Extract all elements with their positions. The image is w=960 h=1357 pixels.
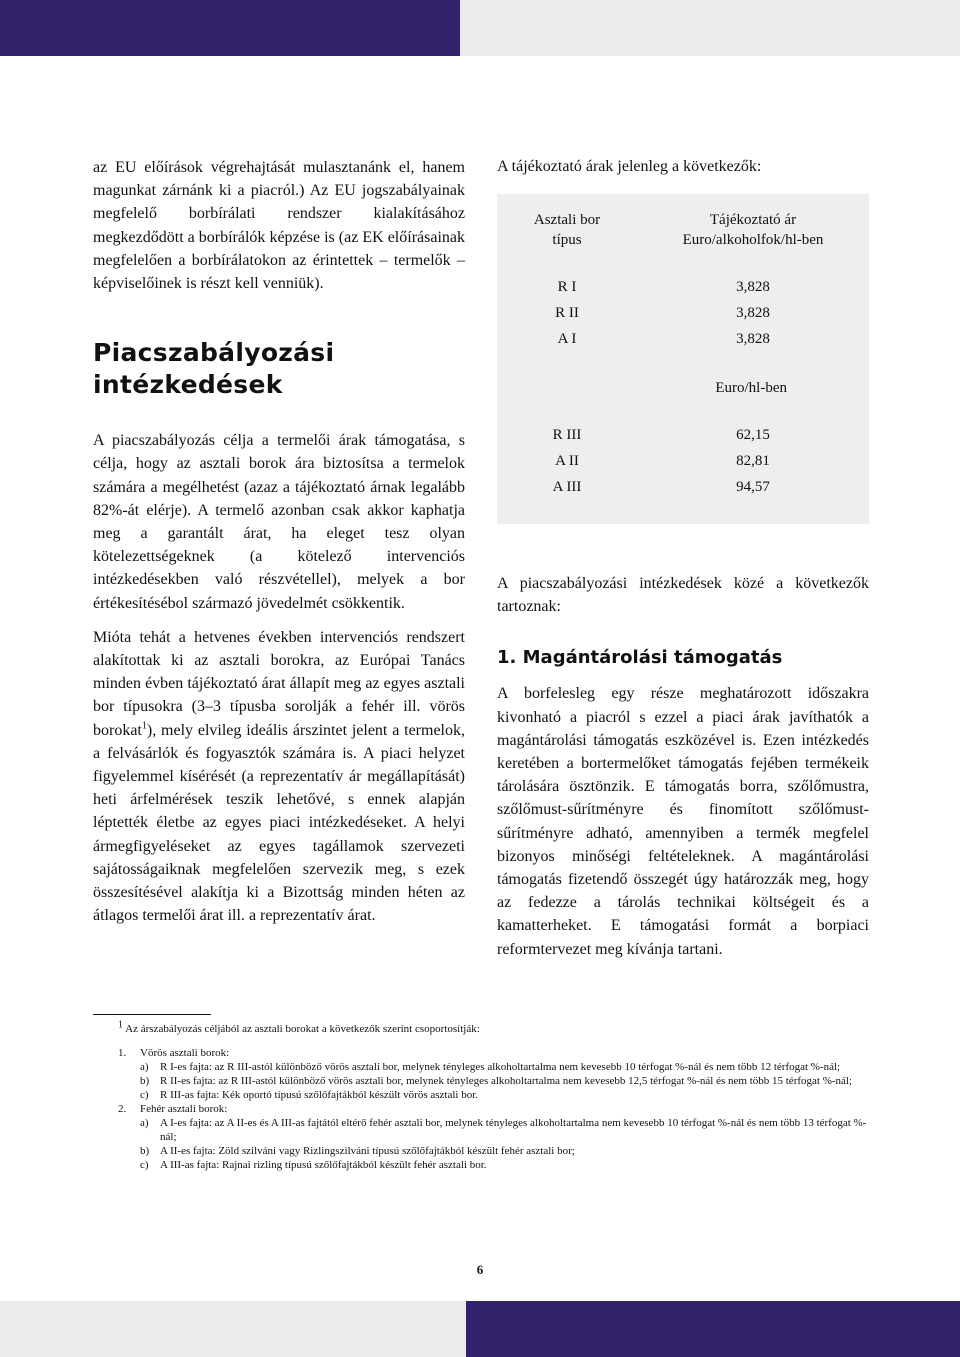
item-letter: b) (140, 1145, 150, 1157)
cell-price: 82,81 (736, 453, 770, 469)
cell-price: 3,828 (736, 279, 770, 295)
footnote-item (140, 1144, 870, 1158)
paragraph-intro: az EU előírások végrehajtását mulasztanánk el, hanem magunkat zárnánk ki a piacról.) Az EU jogszabályainak megfelelő borbírálati rendszer kialakításához megkezdődött a borbírálók képzése is (az EK előírásainak megfelelően a borbírálatokon az érintettek – termelők –képviselőinek is részt kell venniük). (93, 159, 465, 293)
table-row (497, 274, 869, 300)
item-text: R II-es fajta: az R III-astól különböző vörös asztali bor, melynek tényleges alkoholtartalma nem kevesebb 12,5 térfogat %-nál és nem több 15 térfogat %-nál; (160, 1075, 853, 1087)
paragraph-text-part: ), mely elvileg ideális árszintet jelent a termelok, a felvásárlók és fogyasztók számára is. A piaci helyzet figyelemmel kísérését (a reprezentatív ár megállapítását) heti árfelmérések teszik lehetővé, s ennek alapján léptették életbe az egyes piaci intézkedéseket. A helyi ármegfigyeléseket az egyes tagállamok szervezeti sajátosságaiknak megfelelően szervezik meg, s ezek összesítésével alakítja ki a Bizottság minden héten az átlagos termelői árat ill. a reprezentatív árat. (93, 721, 465, 925)
item-letter: a) (140, 1117, 149, 1129)
footer-band (0, 1301, 960, 1357)
page-number: 6 (476, 1262, 484, 1277)
item-text: R I-es fajta: az R III-astól különböző vörös asztali bor, melynek tényleges alkoholtartalma nem kevesebb 10 térfogat %-nál és nem több 12 térfogat %-nál; (160, 1061, 841, 1073)
footnote-item (140, 1060, 870, 1074)
table-row (497, 326, 869, 352)
item-text: R III-as fajta: Kék oportó típusú szőlőfajtákból készült vörös asztali bor. (160, 1089, 479, 1101)
group-number: 1. (118, 1047, 127, 1059)
item-text: A II-es fajta: Zöld szilváni vagy Rizlingszilváni típusú szőlőfajtákból készült fehér asztali bor; (160, 1145, 575, 1157)
header-line: Tájékoztató ár (709, 212, 797, 228)
group-title: Vörös asztali borok: (140, 1047, 230, 1059)
after-table-content (497, 572, 869, 961)
footnote-item (140, 1158, 870, 1172)
right-column (497, 156, 869, 972)
item-letter: a) (140, 1061, 149, 1073)
item-letter: c) (140, 1159, 149, 1171)
cell-price: 62,15 (736, 427, 770, 443)
cell-type: R I (557, 279, 577, 295)
table-header-row (497, 210, 869, 250)
item-letter: b) (140, 1075, 150, 1087)
footnote-list (118, 1046, 870, 1172)
footnote-intro-text: Az árszabályozás céljából az asztali borokat a következők szerint csoportosítják: (125, 1023, 480, 1035)
cell-type: R III (552, 427, 582, 443)
footnote-item (140, 1074, 870, 1088)
cell-type: A III (552, 479, 582, 495)
price-table (497, 194, 869, 524)
group-title: Fehér asztali borok: (140, 1103, 228, 1115)
paragraph-indicative-price (93, 626, 465, 928)
header-line: típus (552, 232, 582, 248)
header-line: Asztali bor (533, 212, 601, 228)
item-text: A III-as fajta: Rajnai rizling típusú szőlőfajtákból készült fehér asztali bor. (160, 1159, 487, 1171)
group-number: 2. (118, 1103, 127, 1115)
footnotes (118, 1019, 870, 1172)
table-row (497, 422, 869, 448)
item-letter: c) (140, 1089, 149, 1101)
column-header-type (497, 210, 637, 250)
cell-type: A II (555, 453, 579, 469)
footnote-group (118, 1046, 870, 1060)
paragraph-private-storage: A borfelesleg egy része meghatározott időszakra kivonható a piacról s ezzel a piaci árak javíthatók a magántárolási támogatás eszközével is. Ezen intézkedés keretében a bortermelőket támogatás fejében termékeik tárolására ösztönzik. E támogatás borra, szőlőmustra, szőlőmust-sűrítményre és finomított szőlőmust-sűrítményre adható, amennyiben a termék megfelel bizonyos minőségi feltételeknek. A magántárolási támogatás fizetendő összegét úgy határozzák meg, hogy az fedezze a tárolás technikai költségeit és a kamatterheket. E támogatási formát a borpiaci reformtervezet meg kívánja tartani. (497, 685, 869, 958)
footnote-reference[interactable]: 1 (141, 720, 147, 732)
footnote-divider (93, 1014, 211, 1015)
section-heading: Piacszabályozási intézkedések (93, 338, 335, 400)
paragraph-market-regulation: A piacszabályozás célja a termelői árak támogatása, s célja, hogy az asztali borok ára biztosítsa a termelok számára a megélhetést (azaz a tájékoztató árnak legalább 82%-át elérje). A termelő azonban csak akkor kaphatja meg a garantált árat, ha eleget tesz olyan kötelezettségeknek (a kötelező intervenciós intézkedésekben való részvétellel), melyek a bor értékesítésébol származó jövedelmét csökkentik. (93, 432, 465, 612)
footer-accent-block (466, 1301, 960, 1357)
footnote-group (118, 1102, 870, 1116)
table-row (497, 300, 869, 326)
cell-price: 94,57 (736, 479, 770, 495)
item-text: A I-es fajta: az A II-es és A III-as fajtától eltérő fehér asztali bor, melynek tényleges alkoholtartalma nem kevesebb 10 térfogat %-nál és nem több 13 térfogat %-nál; (160, 1117, 867, 1143)
footnote-item (140, 1116, 870, 1144)
paragraph-measures-intro: A piacszabályozási intézkedések közé a következők tartoznak: (497, 575, 869, 616)
header-accent-block (0, 0, 460, 56)
left-column (93, 156, 465, 938)
table-unit-label: Euro/hl-ben (715, 380, 787, 396)
cell-price: 3,828 (736, 305, 770, 321)
header-band (0, 0, 960, 56)
footnote-item (140, 1088, 870, 1102)
table-title: A tájékoztató árak jelenleg a következők: (497, 158, 762, 175)
cell-price: 3,828 (736, 331, 770, 347)
paragraph-text-part: Mióta tehát a hetvenes években intervenciós rendszert alakítottak ki az asztali borokra, az Európai Tanács minden évben tájékoztató árat állapít meg az egyes asztali bor típusokra (3–3 típusba sorolják a fehér ill. vörös borokat (93, 628, 465, 739)
column-header-price (637, 210, 869, 250)
footnote-mark: 1 (118, 1019, 123, 1031)
footnote-intro (118, 1019, 870, 1036)
cell-type: R II (555, 305, 579, 321)
table-row (497, 474, 869, 500)
cell-type: A I (557, 331, 577, 347)
table-row (497, 448, 869, 474)
header-line: Euro/alkoholfok/hl-ben (682, 232, 824, 248)
subsection-heading: 1. Magántárolási támogatás (497, 647, 783, 669)
